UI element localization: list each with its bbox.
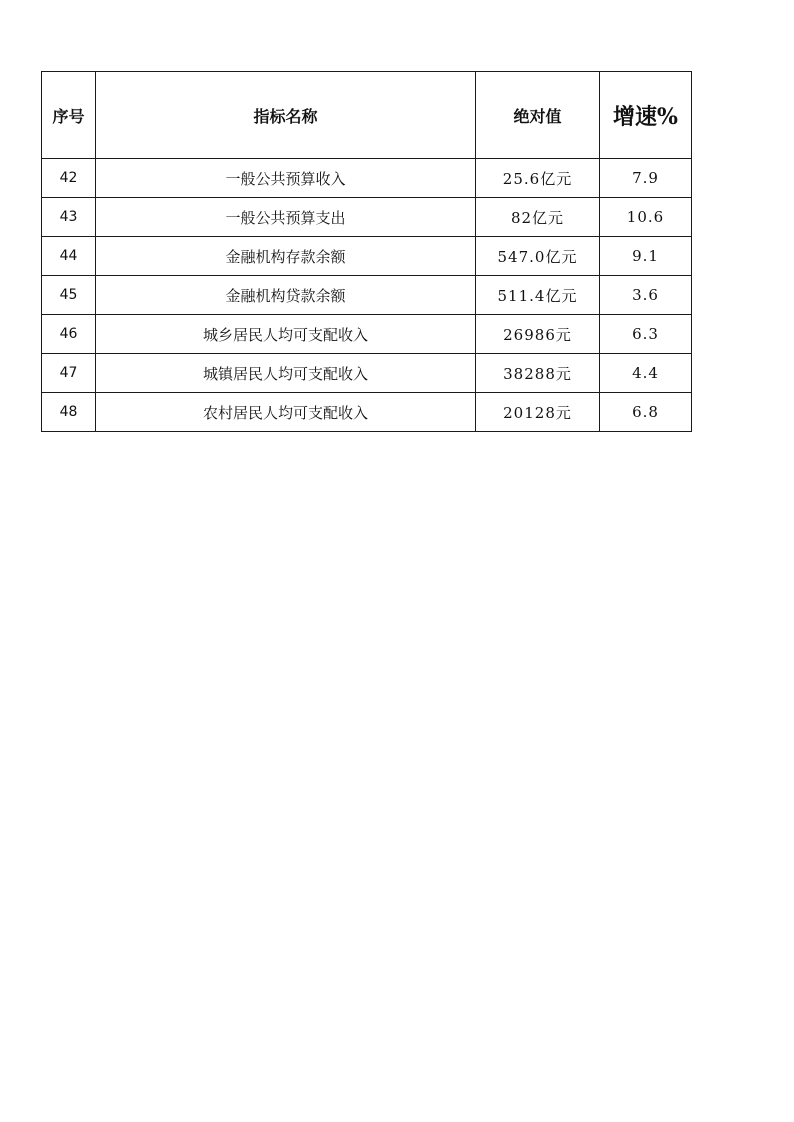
row-value: 26986元	[476, 315, 600, 354]
indicator-table	[41, 71, 692, 432]
row-value: 82亿元	[476, 198, 600, 237]
table-body	[42, 159, 692, 432]
row-name: 城乡居民人均可支配收入	[96, 315, 476, 354]
table-row	[42, 393, 692, 432]
header-value: 绝对值	[476, 72, 600, 159]
row-rate: 3.6	[600, 276, 692, 315]
row-index: 46	[42, 315, 96, 354]
row-value: 511.4亿元	[476, 276, 600, 315]
table-row	[42, 159, 692, 198]
row-name: 一般公共预算支出	[96, 198, 476, 237]
header-name: 指标名称	[96, 72, 476, 159]
row-value: 547.0亿元	[476, 237, 600, 276]
row-index: 43	[42, 198, 96, 237]
row-name: 金融机构存款余额	[96, 237, 476, 276]
row-value: 25.6亿元	[476, 159, 600, 198]
row-rate: 9.1	[600, 237, 692, 276]
row-name: 农村居民人均可支配收入	[96, 393, 476, 432]
table-row	[42, 354, 692, 393]
header-row	[42, 72, 692, 159]
table-header	[42, 72, 692, 159]
table-row	[42, 315, 692, 354]
row-value: 20128元	[476, 393, 600, 432]
row-index: 44	[42, 237, 96, 276]
row-rate: 10.6	[600, 198, 692, 237]
row-index: 47	[42, 354, 96, 393]
row-value: 38288元	[476, 354, 600, 393]
row-rate: 4.4	[600, 354, 692, 393]
row-name: 金融机构贷款余额	[96, 276, 476, 315]
row-name: 一般公共预算收入	[96, 159, 476, 198]
row-rate: 6.3	[600, 315, 692, 354]
header-rate: 增速%	[600, 72, 692, 159]
row-rate: 6.8	[600, 393, 692, 432]
table-row	[42, 237, 692, 276]
row-name: 城镇居民人均可支配收入	[96, 354, 476, 393]
row-index: 45	[42, 276, 96, 315]
row-rate: 7.9	[600, 159, 692, 198]
statistics-sheet	[41, 71, 692, 432]
table-row	[42, 276, 692, 315]
row-index: 48	[42, 393, 96, 432]
header-index: 序号	[42, 72, 96, 159]
table-row	[42, 198, 692, 237]
row-index: 42	[42, 159, 96, 198]
